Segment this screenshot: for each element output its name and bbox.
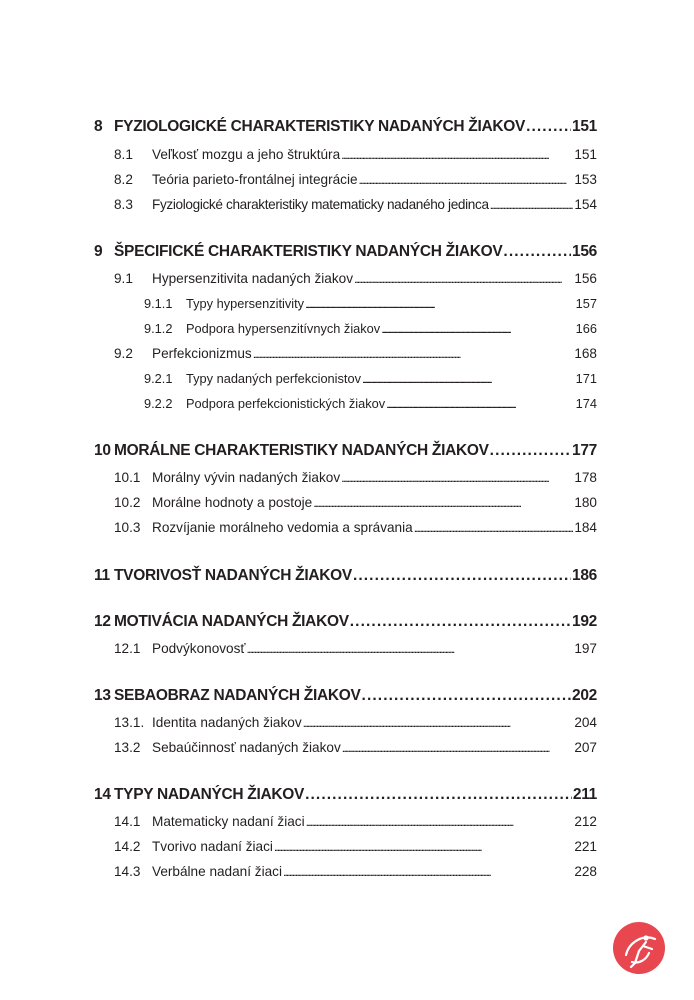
leader-dots xyxy=(490,197,574,212)
toc-section-14-2[interactable] xyxy=(94,839,597,854)
toc-title: Identita nadaných žiakov xyxy=(152,715,302,730)
toc-number: 12.1 xyxy=(114,641,141,656)
toc-page: 168 xyxy=(574,346,597,361)
toc-number: 10.2 xyxy=(114,495,141,510)
toc-page: 197 xyxy=(574,641,597,656)
leader-dots xyxy=(305,786,572,804)
leader-dots xyxy=(313,495,573,510)
leader-dots xyxy=(306,814,574,829)
toc-section-9-1[interactable] xyxy=(94,271,597,286)
toc-title: MORÁLNE CHARAKTERISTIKY NADANÝCH ŽIAKOV xyxy=(114,442,489,459)
toc-page: 171 xyxy=(575,371,597,386)
toc-number: 9.1 xyxy=(114,271,133,286)
toc-page: 174 xyxy=(575,396,597,411)
leader-dots xyxy=(274,839,573,854)
toc-title: Perfekcionizmus xyxy=(152,346,252,361)
toc-page: 221 xyxy=(574,839,597,854)
toc-title: Tvorivo nadaní žiaci xyxy=(152,839,273,854)
toc-number: 9.2.2 xyxy=(144,396,173,411)
leader-dots xyxy=(362,687,571,705)
figure-logo-icon xyxy=(613,922,665,974)
leader-dots xyxy=(362,371,575,386)
toc-section-10-2[interactable] xyxy=(94,495,597,510)
leader-dots xyxy=(386,396,574,411)
toc-chapter-11[interactable] xyxy=(94,567,597,585)
toc-section-10-1[interactable] xyxy=(94,470,597,485)
toc-number: 13.1. xyxy=(114,715,145,730)
toc-number: 9.2.1 xyxy=(144,371,173,386)
toc-number: 14 xyxy=(94,786,111,803)
toc-page: 151 xyxy=(574,147,597,162)
toc-page: 180 xyxy=(574,495,597,510)
toc-subsection-9-2-1[interactable] xyxy=(94,371,597,386)
toc-number: 14.3 xyxy=(114,864,141,879)
leader-dots xyxy=(526,118,571,136)
toc-number: 9 xyxy=(94,243,103,260)
toc-number: 13 xyxy=(94,687,111,704)
toc-page: 202 xyxy=(572,687,597,704)
toc-section-12-1[interactable] xyxy=(94,641,597,656)
toc-chapter-12[interactable] xyxy=(94,613,597,631)
toc-page: 156 xyxy=(572,243,597,260)
leader-dots xyxy=(350,613,571,631)
leader-dots xyxy=(353,567,571,585)
toc-page: 157 xyxy=(575,296,597,311)
leader-dots xyxy=(354,271,573,286)
leader-dots xyxy=(247,641,574,656)
toc-number: 9.2 xyxy=(114,346,133,361)
leader-dots xyxy=(359,172,574,187)
toc-chapter-14[interactable] xyxy=(94,786,597,804)
toc-number: 12 xyxy=(94,613,111,630)
toc-title: ŠPECIFICKÉ CHARAKTERISTIKY NADANÝCH ŽIAKOV xyxy=(114,243,503,260)
toc-page: 177 xyxy=(572,442,597,459)
toc-title: Podvýkonovosť xyxy=(152,641,246,656)
toc-chapter-13[interactable] xyxy=(94,687,597,705)
toc-title: Rozvíjanie morálneho vedomia a správania xyxy=(152,520,413,535)
toc-subsection-9-1-2[interactable] xyxy=(94,321,597,336)
toc-number: 8.3 xyxy=(114,197,133,212)
toc-title: Veľkosť mozgu a jeho štruktúra xyxy=(152,147,341,162)
toc-chapter-10[interactable] xyxy=(94,442,597,460)
toc-title: SEBAOBRAZ NADANÝCH ŽIAKOV xyxy=(114,687,361,704)
toc-section-14-1[interactable] xyxy=(94,814,597,829)
toc-number: 14.2 xyxy=(114,839,141,854)
toc-section-14-3[interactable] xyxy=(94,864,597,879)
toc-number: 9.1.1 xyxy=(144,296,173,311)
toc-title: TVORIVOSŤ NADANÝCH ŽIAKOV xyxy=(114,567,352,584)
toc-page: 211 xyxy=(572,786,597,803)
toc-page: 153 xyxy=(574,172,597,187)
leader-dots xyxy=(381,321,574,336)
toc-page: 166 xyxy=(575,321,597,336)
toc-title: Matematicky nadaní žiaci xyxy=(152,814,305,829)
toc-page: 204 xyxy=(574,715,597,730)
leader-dots xyxy=(503,243,571,261)
toc-section-10-3[interactable] xyxy=(94,520,597,535)
toc-section-9-2[interactable] xyxy=(94,346,597,361)
toc-title: Podpora perfekcionistických žiakov xyxy=(186,396,386,411)
toc-title: FYZIOLOGICKÉ CHARAKTERISTIKY NADANÝCH ŽIAKOV xyxy=(114,118,526,135)
toc-number: 10 xyxy=(94,442,111,459)
leader-dots xyxy=(341,147,573,162)
toc-section-13-1[interactable] xyxy=(94,715,597,730)
toc-title: Typy nadaných perfekcionistov xyxy=(186,371,361,386)
toc-page: 207 xyxy=(574,740,597,755)
toc-title: Fyziologické charakteristiky matematicky nadaného jedinca xyxy=(152,197,489,212)
toc-title: Podpora hypersenzitívnych žiakov xyxy=(186,321,381,336)
toc-number: 9.1.2 xyxy=(144,321,173,336)
toc-subsection-9-2-2[interactable] xyxy=(94,396,597,411)
toc-title: Hypersenzitivita nadaných žiakov xyxy=(152,271,353,286)
toc-section-13-2[interactable] xyxy=(94,740,597,755)
toc-page: 212 xyxy=(574,814,597,829)
toc-page: 178 xyxy=(574,470,597,485)
leader-dots xyxy=(342,740,574,755)
leader-dots xyxy=(414,520,574,535)
toc-number: 13.2 xyxy=(114,740,141,755)
toc-chapter-9[interactable] xyxy=(94,243,597,261)
toc-number: 8 xyxy=(94,118,103,135)
leader-dots xyxy=(305,296,575,311)
leader-dots xyxy=(303,715,574,730)
toc-title: Sebaúčinnosť nadaných žiakov xyxy=(152,740,341,755)
toc-section-8-2[interactable] xyxy=(94,172,597,187)
toc-title: TYPY NADANÝCH ŽIAKOV xyxy=(114,786,305,803)
toc-number: 11 xyxy=(94,567,110,584)
toc-number: 14.1 xyxy=(114,814,141,829)
leader-dots xyxy=(253,346,574,361)
toc-title: Typy hypersenzitivity xyxy=(186,296,305,311)
toc-subsection-9-1-1[interactable] xyxy=(94,296,597,311)
toc-page: 156 xyxy=(574,271,597,286)
toc-number: 10.3 xyxy=(114,520,141,535)
figure-logo-svg xyxy=(613,922,665,974)
leader-dots xyxy=(490,442,571,460)
toc-title: Morálny vývin nadaných žiakov xyxy=(152,470,341,485)
toc-title: MOTIVÁCIA NADANÝCH ŽIAKOV xyxy=(114,613,349,630)
toc-section-8-3[interactable] xyxy=(94,197,597,212)
leader-dots xyxy=(341,470,573,485)
toc-page: 192 xyxy=(572,613,597,630)
toc-chapter-8[interactable] xyxy=(94,118,597,136)
toc-title: Verbálne nadaní žiaci xyxy=(152,864,282,879)
toc-title: Morálne hodnoty a postoje xyxy=(152,495,313,510)
toc-page: 228 xyxy=(574,864,597,879)
toc-page: 151 xyxy=(572,118,597,135)
toc-title: Teória parieto-frontálnej integrácie xyxy=(152,172,358,187)
toc-number: 8.1 xyxy=(114,147,133,162)
toc-number: 8.2 xyxy=(114,172,133,187)
toc-section-8-1[interactable] xyxy=(94,147,597,162)
toc-page: 154 xyxy=(574,197,597,212)
toc-page: 186 xyxy=(572,567,597,584)
leader-dots xyxy=(283,864,573,879)
toc-number: 10.1 xyxy=(114,470,141,485)
toc-page: 184 xyxy=(574,520,597,535)
